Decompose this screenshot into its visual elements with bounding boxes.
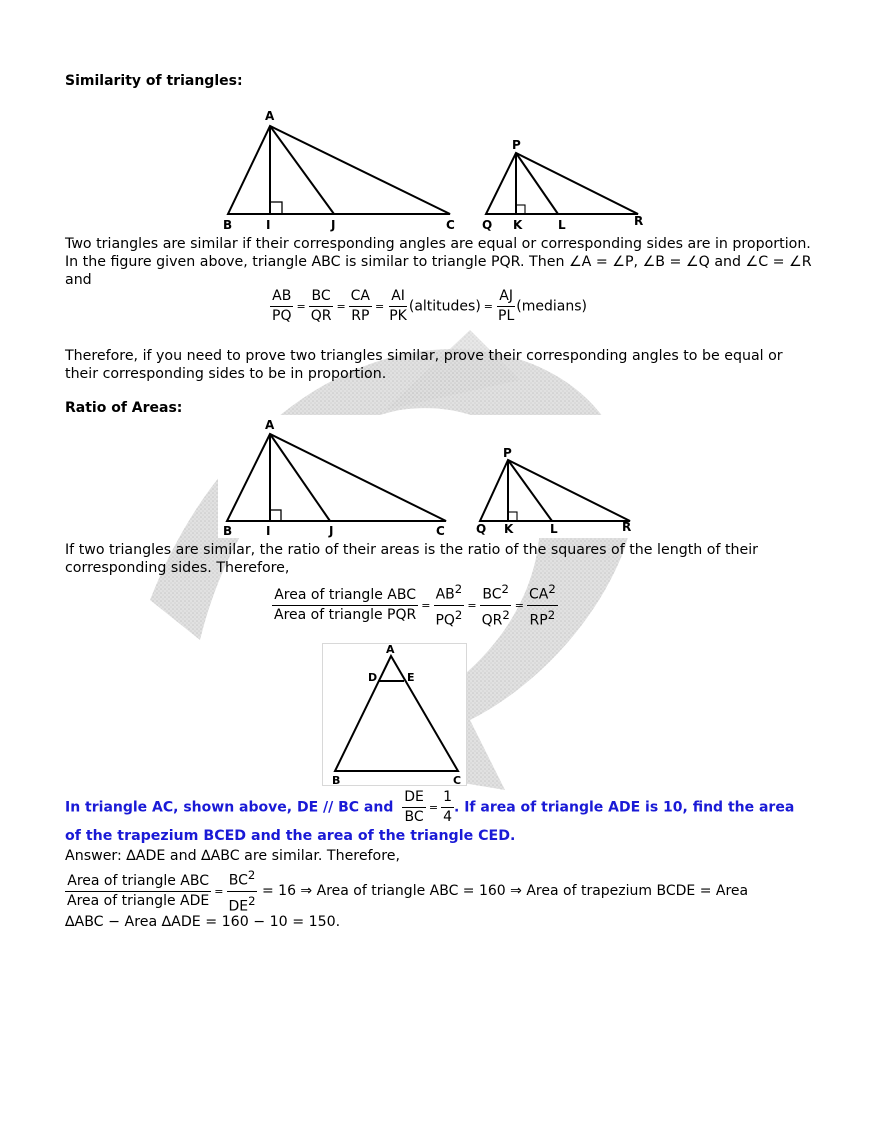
- exponent: 2: [547, 607, 556, 622]
- label-A: A: [265, 109, 275, 123]
- para-areas-2: corresponding sides. Therefore,: [65, 560, 290, 576]
- frac-num: Area of triangle ABC: [272, 586, 418, 606]
- heading-similarity: Similarity of triangles:: [65, 73, 243, 89]
- exponent: 2: [501, 582, 509, 596]
- frac-num: BC: [228, 872, 248, 889]
- label-Q: Q: [476, 522, 487, 536]
- frac-num: CA: [349, 287, 372, 307]
- frac-den: QR: [310, 308, 332, 324]
- para-therefore-2: their corresponding sides to be in proportion.: [65, 366, 387, 382]
- para-therefore-1: Therefore, if you need to prove two triangles similar, prove their corresponding angles to be equal or: [65, 348, 783, 364]
- answer-rest: = 16 ⇒ Area of triangle ABC = 160 ⇒ Area of trapezium BCDE = Area: [261, 883, 749, 900]
- frac-num: BC: [309, 287, 332, 307]
- label-K: K: [504, 522, 514, 536]
- equation-proportion: $\frac{AB}{PQ}$ = $\frac{BC}{QR}$ = $\frac{CA}{RP}$ = $\frac{AI}{PK}$ (altitudes) = $\frac{AJ}{PL}$ (medians): [272, 288, 587, 324]
- frac-den: PK: [389, 308, 407, 324]
- frac-num: DE: [402, 788, 426, 808]
- label-A: A: [386, 643, 395, 656]
- label-B: B: [223, 524, 233, 538]
- label-B: B: [332, 774, 341, 786]
- question-line-2: of the trapezium BCED and the area of the triangle CED.: [65, 828, 516, 844]
- answer-equation: $\frac{\text{Area of triangle ABC}}{\text{Area of triangle ADE}}$ = $\frac{BC^2}{DE^2}$ = 16 ⇒ Area of triangle ABC = 160 ⇒ Area of trapezium BCDE = Area: [67, 868, 749, 915]
- label-R: R: [622, 520, 632, 534]
- para-similar-1: Two triangles are similar if their corresponding angles are equal or corresponding sides are in proportion.: [65, 236, 811, 252]
- question-line-1: In triangle AC, shown above, DE // BC and $\frac{DE}{BC}$ = $\frac{1}{4}$ . If area of triangle ADE is 10, find the area: [65, 789, 795, 825]
- label-K: K: [513, 218, 523, 232]
- exponent: 2: [248, 893, 256, 908]
- label-C: C: [446, 218, 455, 232]
- heading-ratio-areas: Ratio of Areas:: [65, 400, 183, 416]
- question-text: . If area of triangle ADE is 10, find the area: [454, 799, 795, 816]
- label-P: P: [512, 138, 521, 152]
- frac-num: Area of triangle ABC: [65, 872, 211, 892]
- frac-den: DE: [228, 898, 249, 915]
- frac-den: Area of triangle PQR: [274, 606, 417, 623]
- answer-line-2: ∆ABC − Area ∆ADE = 160 − 10 = 150.: [65, 914, 341, 930]
- frac-den: QR: [481, 612, 503, 629]
- exponent: 2: [454, 582, 463, 596]
- frac-den: PL: [498, 308, 515, 324]
- label-Q: Q: [482, 218, 493, 232]
- frac-den: 4: [443, 809, 453, 825]
- label-J: J: [329, 524, 334, 538]
- label-L: L: [550, 522, 558, 536]
- label-J: J: [331, 218, 336, 232]
- label-I: I: [266, 524, 271, 538]
- exponent: 2: [454, 607, 463, 622]
- frac-num: CA: [528, 586, 549, 603]
- para-similar-2: In the figure given above, triangle ABC is similar to triangle PQR. Then ∠A = ∠P, ∠B = ∠Q and ∠C = ∠R: [65, 254, 812, 270]
- frac-num: BC: [482, 586, 502, 603]
- label-A: A: [265, 418, 275, 432]
- frac-den: PQ: [272, 308, 292, 324]
- question-text: In triangle AC, shown above, DE // BC and: [65, 799, 394, 816]
- figure-area-triangles: [218, 415, 638, 538]
- label-P: P: [503, 446, 512, 460]
- note-altitudes: (altitudes): [408, 298, 481, 315]
- label-R: R: [634, 214, 644, 228]
- frac-den: Area of triangle ADE: [67, 892, 210, 909]
- note-medians: (medians): [516, 298, 587, 315]
- label-L: L: [558, 218, 566, 232]
- label-D: D: [368, 671, 378, 684]
- figure-triangle-ade: [322, 643, 467, 786]
- label-E: E: [407, 671, 415, 684]
- frac-den: BC: [404, 809, 424, 825]
- exponent: 2: [247, 868, 256, 882]
- frac-den: RP: [529, 612, 548, 629]
- para-similar-3: and: [65, 272, 92, 288]
- frac-num: 1: [441, 788, 454, 808]
- label-C: C: [436, 524, 445, 538]
- frac-num: AJ: [497, 287, 515, 307]
- label-I: I: [266, 218, 271, 232]
- answer-intro: Answer: ∆ADE and ∆ABC are similar. Therefore,: [65, 848, 400, 864]
- frac-den: RP: [351, 308, 370, 324]
- frac-num: AI: [389, 287, 407, 307]
- para-areas-1: If two triangles are similar, the ratio of their areas is the ratio of the squares of the length of their: [65, 542, 759, 558]
- frac-num: AB: [435, 586, 455, 603]
- label-C: C: [453, 774, 462, 786]
- label-B: B: [223, 218, 233, 232]
- frac-num: AB: [270, 287, 293, 307]
- figure-similar-triangles: [218, 105, 648, 233]
- equation-area-ratio: $\frac{\text{Area of triangle ABC}}{\text{Area of triangle PQR}}$ = $\frac{AB^2}{PQ^2}$ = $\frac{BC^2}{QR^2}$ = $\frac{CA^2}{RP^2}$: [274, 582, 556, 629]
- frac-den: PQ: [435, 612, 455, 629]
- exponent: 2: [502, 607, 510, 622]
- exponent: 2: [548, 582, 556, 596]
